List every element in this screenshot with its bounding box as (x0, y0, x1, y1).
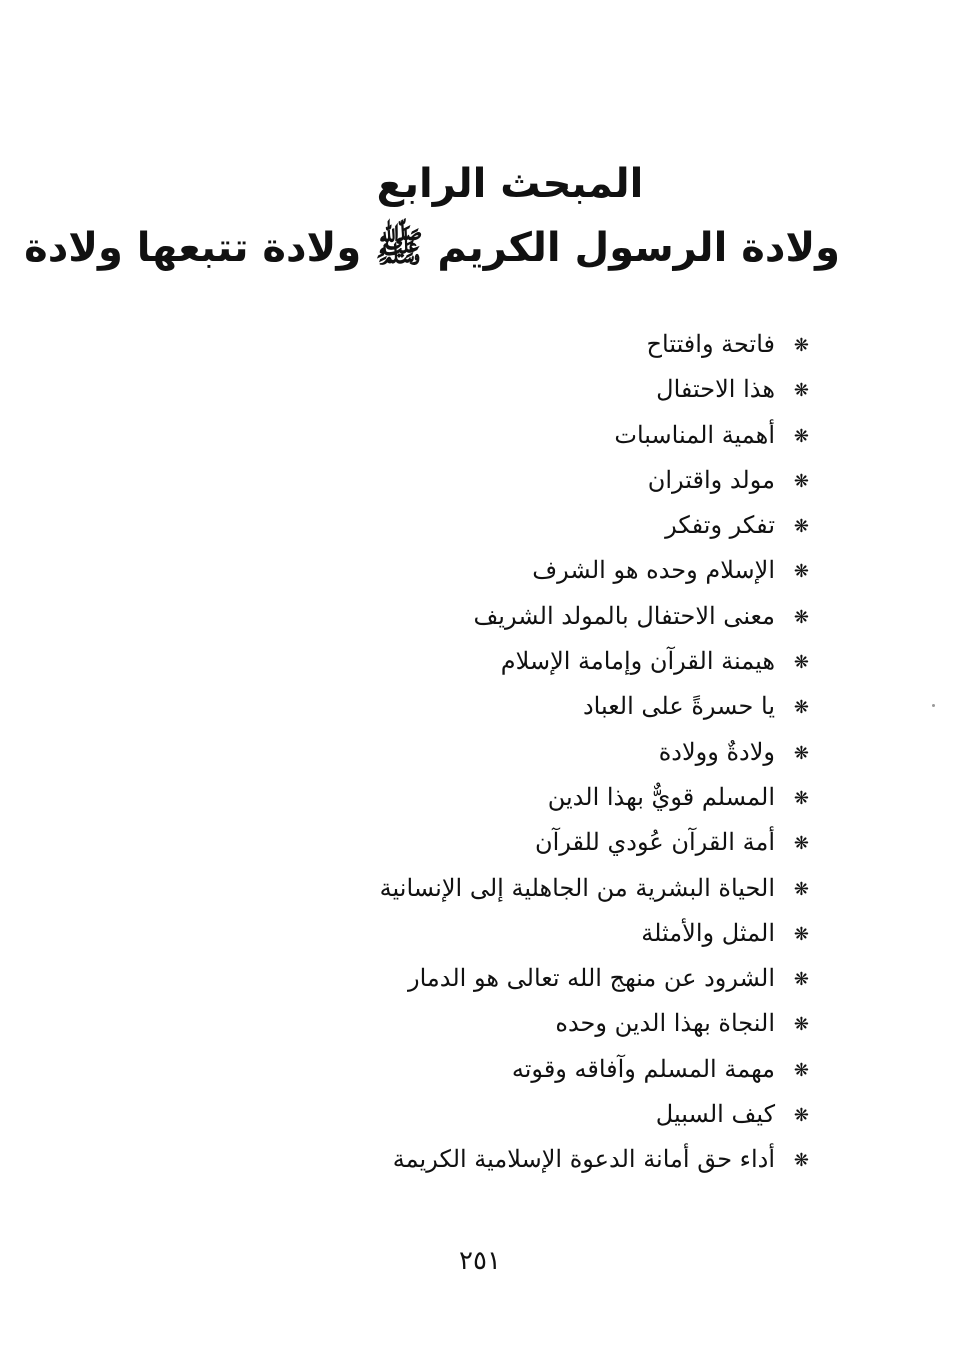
asterisk-bullet-icon: ❋ (793, 606, 809, 628)
list-item (289, 367, 809, 412)
chapter-title: المبحث الرابع (376, 161, 644, 207)
asterisk-bullet-icon: ❋ (793, 652, 809, 674)
item-text: الشرود عن منهج الله تعالى هو الدمار (408, 964, 775, 993)
contents-list (289, 322, 809, 1183)
asterisk-bullet-icon: ❋ (793, 923, 809, 945)
list-item (289, 684, 809, 729)
chapter-subtitle: ولادة الرسول الكريم ﷺ ولادة تتبعها ولادة (24, 225, 840, 271)
asterisk-bullet-icon: ❋ (793, 742, 809, 764)
item-text: مولد واقتران (647, 465, 775, 494)
list-item (289, 1047, 809, 1092)
asterisk-bullet-icon: ❋ (793, 969, 809, 991)
item-text: ولادةٌ وولادة (658, 737, 775, 766)
item-text: المثل والأمثلة (641, 918, 775, 947)
item-text: كيف السبيل (655, 1100, 775, 1129)
asterisk-bullet-icon: ❋ (793, 380, 809, 402)
list-item (289, 548, 809, 593)
asterisk-bullet-icon: ❋ (793, 787, 809, 809)
asterisk-bullet-icon: ❋ (793, 425, 809, 447)
list-item (289, 775, 809, 820)
item-text: مهمة المسلم وآفاقه وقوته (511, 1054, 775, 1083)
asterisk-bullet-icon: ❋ (793, 878, 809, 900)
page-number: ٢٥١ (459, 1246, 501, 1276)
list-item (289, 866, 809, 911)
asterisk-bullet-icon: ❋ (793, 561, 809, 583)
list-item (289, 1001, 809, 1046)
list-item (289, 911, 809, 956)
list-item (289, 413, 809, 458)
item-text: النجاة بهذا الدين وحده (555, 1009, 775, 1038)
item-text: أهمية المناسبات (614, 420, 775, 449)
item-text: هذا الاحتفال (656, 375, 775, 404)
item-text: يا حسرةً على العباد (582, 692, 775, 721)
scan-speck (932, 704, 935, 707)
item-text: الإسلام وحده هو الشرف (532, 556, 775, 585)
asterisk-bullet-icon: ❋ (793, 516, 809, 538)
list-item (289, 1092, 809, 1137)
asterisk-bullet-icon: ❋ (793, 470, 809, 492)
list-item (289, 730, 809, 775)
item-text: تفكر وتفكر (665, 511, 775, 540)
item-text: أداء حق أمانة الدعوة الإسلامية الكريمة (392, 1145, 775, 1174)
asterisk-bullet-icon: ❋ (793, 833, 809, 855)
list-item (289, 322, 809, 367)
list-item (289, 458, 809, 503)
asterisk-bullet-icon: ❋ (793, 1105, 809, 1127)
item-text: فاتحة وافتتاح (646, 330, 775, 358)
list-item (289, 956, 809, 1001)
asterisk-bullet-icon: ❋ (793, 1150, 809, 1172)
asterisk-bullet-icon: ❋ (793, 335, 809, 356)
item-text: أمة القرآن عُودي للقرآن (534, 828, 775, 857)
list-item (289, 594, 809, 639)
item-text: المسلم قويٌّ بهذا الدين (547, 782, 775, 811)
asterisk-bullet-icon: ❋ (793, 1059, 809, 1081)
list-item (289, 1137, 809, 1182)
item-text: هيمنة القرآن وإمامة الإسلام (500, 647, 775, 676)
list-item (289, 503, 809, 548)
list-item (289, 820, 809, 865)
list-item (289, 639, 809, 684)
asterisk-bullet-icon: ❋ (793, 697, 809, 719)
item-text: معنى الاحتفال بالمولد الشريف (473, 601, 775, 630)
item-text: الحياة البشرية من الجاهلية إلى الإنسانية (379, 873, 775, 902)
asterisk-bullet-icon: ❋ (793, 1014, 809, 1036)
